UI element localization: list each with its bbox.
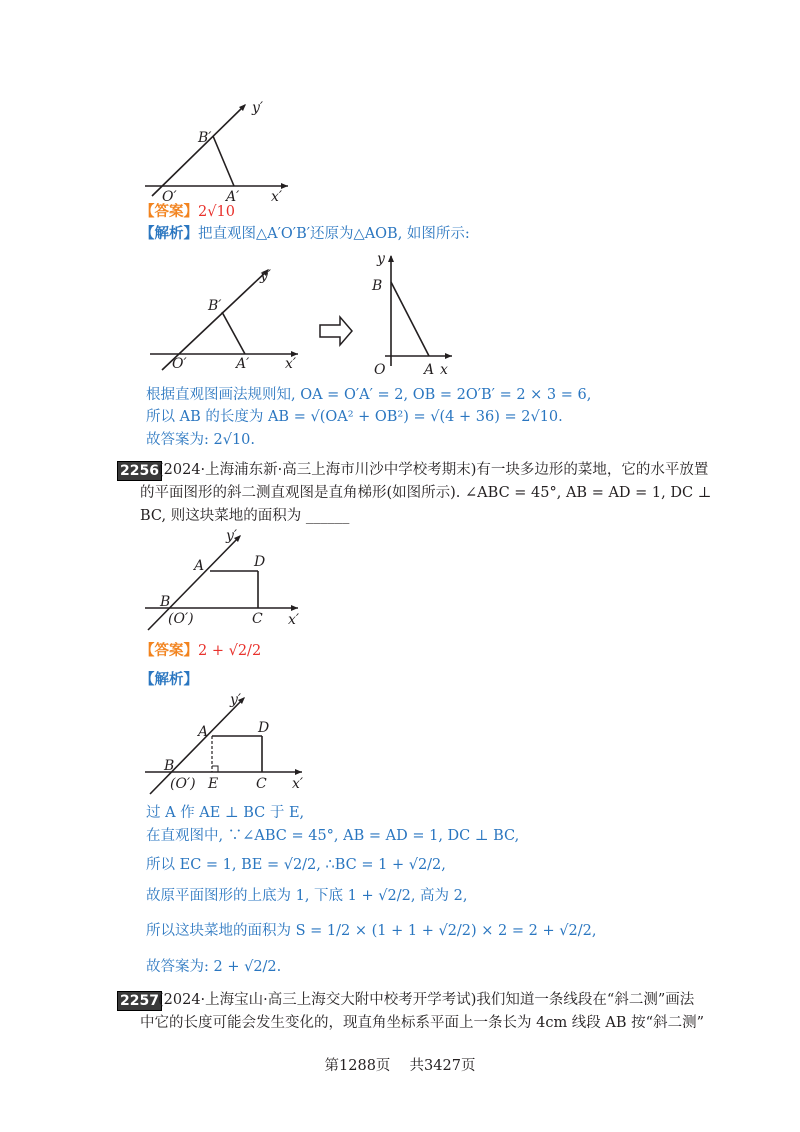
sol1-line1: 根据直观图画法规则知, OA = O′A′ = 2, OB = 2O′B′ = 2 × 3 = 6, — [146, 387, 592, 403]
q2256-line3: BC, 则这块菜地的面积为 ______ — [140, 508, 350, 524]
answer-label: 【答案】 — [140, 204, 198, 220]
fig3-y-label: y′ — [226, 528, 238, 544]
sol2-line2: 在直观图中, ∵∠ABC = 45°, AB = AD = 1, DC ⊥ BC, — [146, 828, 520, 844]
figure-4-trapezoid-with-height — [140, 690, 310, 798]
fig2-point-a: A′ — [236, 356, 250, 372]
fig4-point-e: E — [208, 776, 219, 792]
answer-label: 【答案】 — [140, 643, 198, 659]
fig1-x-label: x′ — [271, 189, 283, 202]
sol1-line2: 所以 AB 的长度为 AB = √(OA² + OB²) = √(4 + 36) = 2√10. — [146, 409, 563, 425]
fig4-point-c: C — [256, 776, 267, 792]
fig4-point-o: (O′) — [170, 776, 196, 792]
fig3-point-a: A — [194, 558, 205, 574]
answer-2 — [140, 641, 261, 661]
analysis-2 — [140, 670, 198, 690]
q2257-line1: (2024·上海宝山·高三上海交大附中校考开学考试)我们知道一条线段在“斜二测”画法 — [158, 992, 695, 1008]
sol2-line3: 所以 EC = 1, BE = √2/2, ∴BC = 1 + √2/2, — [146, 857, 446, 873]
fig3-x-label: x′ — [288, 612, 300, 628]
fig4-point-b: B — [164, 758, 175, 774]
fig2-point-a2: A — [424, 362, 435, 378]
answer-value: 2√10 — [198, 204, 235, 220]
fig4-y-label: y′ — [230, 692, 242, 708]
fig2-x2-label: x — [440, 362, 448, 378]
sol1-line3: 故答案为: 2√10. — [146, 432, 256, 448]
q2256-line1: (2024·上海浦东新·高三上海市川沙中学校考期末)有一块多边形的菜地，它的水平放置 — [158, 462, 709, 478]
analysis-1 — [140, 224, 470, 244]
sol2-line4: 故原平面图形的上底为 1, 下底 1 + √2/2, 高为 2, — [146, 888, 468, 904]
answer-1 — [140, 202, 235, 222]
fig1-point-o: O′ — [162, 189, 177, 202]
sol2-line1: 过 A 作 AE ⊥ BC 于 E, — [146, 805, 305, 821]
q2256-line2: 的平面图形的斜二测直观图是直角梯形(如图所示). ∠ABC = 45°, AB = AD = 1, DC ⊥ — [140, 485, 712, 501]
fig2-point-o2: O — [374, 362, 386, 378]
fig3-point-o: (O′) — [168, 611, 194, 627]
q2257-line2: 中它的长度可能会发生变化的，现直角坐标系平面上一条长为 4cm 线段 AB 按“斜二测” — [140, 1015, 704, 1031]
question-number: 2257 — [117, 991, 162, 1011]
answer-value: 2 + √2/2 — [198, 643, 262, 659]
page-footer: 第1288页 共3427页 — [324, 1058, 476, 1074]
fig2-y-label: y′ — [260, 268, 272, 284]
fig2-x-label: x′ — [285, 356, 297, 372]
figure-1-oblique-triangle — [140, 98, 300, 202]
analysis-label: 【解析】 — [140, 226, 198, 242]
fig2-y2-label: y — [377, 251, 385, 267]
figure-2-restore-triangle — [140, 246, 470, 382]
sol2-line5: 所以这块菜地的面积为 S = 1/2 × (1 + 1 + √2/2) × 2 = 2 + √2/2, — [146, 923, 597, 939]
analysis-text: 把直观图△A′O′B′还原为△AOB, 如图所示: — [198, 226, 470, 242]
fig3-point-d: D — [254, 554, 266, 570]
analysis-label: 【解析】 — [140, 672, 198, 688]
fig3-point-b: B — [160, 594, 171, 610]
question-number: 2256 — [117, 461, 162, 481]
fig1-point-a: A′ — [226, 189, 240, 202]
fig1-y-label: y′ — [252, 100, 264, 116]
sol2-line6: 故答案为: 2 + √2/2. — [146, 959, 282, 975]
fig4-x-label: x′ — [292, 776, 304, 792]
fig2-point-b2: B — [372, 278, 383, 294]
arrow-right-icon — [320, 317, 352, 345]
fig1-point-b: B′ — [198, 130, 212, 146]
fig2-point-o: O′ — [172, 356, 187, 372]
fig4-point-a: A — [198, 724, 209, 740]
fig3-point-c: C — [252, 611, 263, 627]
figure-3-trapezoid — [140, 526, 310, 634]
fig2-point-b: B′ — [208, 298, 222, 314]
fig4-point-d: D — [258, 720, 270, 736]
